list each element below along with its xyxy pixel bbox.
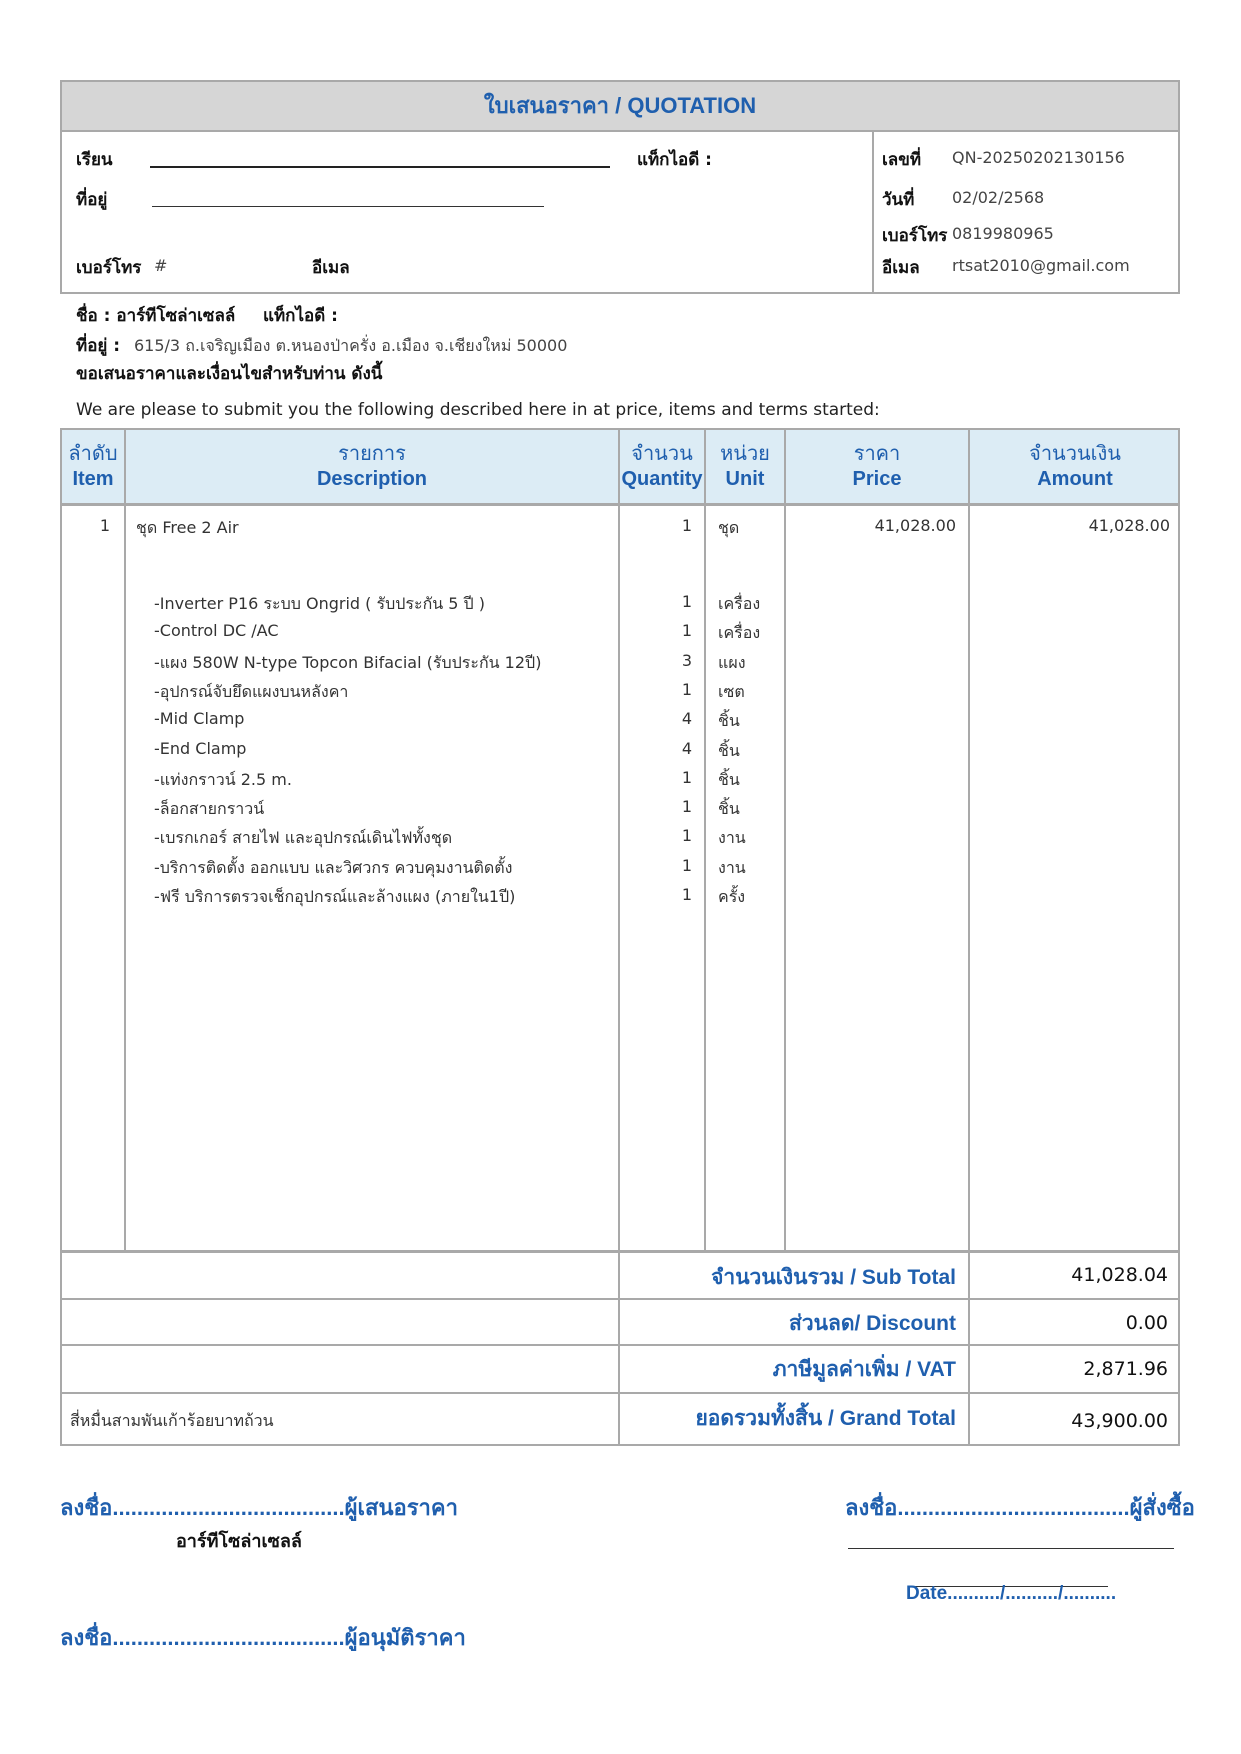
sub-item-description: -Inverter P16 ระบบ Ongrid ( รับประกัน 5 ปี ): [154, 594, 486, 613]
totals-divider: [62, 1392, 1178, 1394]
vat-label: ภาษีมูลค่าเพิ่ม / VAT: [772, 1358, 956, 1381]
item-description: ชุด Free 2 Air: [136, 518, 239, 537]
sub-item-unit: ชิ้น: [718, 711, 740, 730]
date-value: 02/02/2568: [952, 188, 1045, 207]
sub-item-qty: 1: [681, 592, 692, 611]
totals-divider: [62, 1344, 1178, 1346]
customer-phone-label: เบอร์โทร: [76, 258, 142, 278]
quoter-signature-line: ลงชื่อ......................................ผู้เสนอราคา: [60, 1495, 458, 1520]
sub-item-unit: เครื่อง: [718, 623, 761, 642]
th-quantity: จำนวน Quantity: [621, 441, 703, 490]
sub-item-unit: แผง: [718, 653, 746, 672]
sub-item-qty: 1: [681, 797, 692, 816]
sub-item-unit: ชิ้น: [718, 770, 740, 789]
sub-item-qty: 3: [681, 651, 692, 670]
sub-item-unit: ชิ้น: [718, 799, 740, 818]
sub-item-qty: 1: [681, 856, 692, 875]
customer-tax-id-label: แท็กไอดี :: [637, 150, 712, 170]
item-price: 41,028.00: [874, 516, 956, 535]
col-divider: [124, 430, 126, 1252]
seller-phone-value: 0819980965: [952, 224, 1054, 243]
sub-item-unit: งาน: [718, 858, 746, 877]
subtotal-value: 41,028.04: [1071, 1264, 1168, 1286]
sub-item-qty: 4: [681, 739, 692, 758]
sub-item-description: -แท่งกราวน์ 2.5 m.: [154, 770, 292, 789]
discount-value: 0.00: [1125, 1312, 1168, 1334]
col-divider: [784, 430, 786, 1252]
sub-item-unit: งาน: [718, 828, 746, 847]
address-field[interactable]: [152, 206, 544, 207]
sub-item-qty: 1: [681, 768, 692, 787]
col-divider: [618, 430, 620, 1446]
item-unit: ชุด: [718, 518, 740, 537]
seller-tax-id-label: แท็กไอดี :: [263, 306, 338, 326]
th-unit: หน่วย Unit: [720, 441, 770, 490]
subtotal-label: จำนวนเงินรวม / Sub Total: [711, 1266, 956, 1289]
th-item: ลำดับ Item: [68, 441, 118, 490]
buyer-signature-line: ลงชื่อ......................................ผู้สั่งซื้อ: [845, 1495, 1195, 1520]
item-qty: 1: [681, 516, 692, 535]
to-label: เรียน: [76, 150, 113, 170]
sub-item-description: -แผง 580W N-type Topcon Bifacial (รับประกัน 12ปี): [154, 653, 542, 672]
sub-item-qty: 1: [681, 885, 692, 904]
item-no: 1: [99, 516, 110, 535]
buyer-date-line: Date........../........../..........: [906, 1583, 1117, 1604]
col-divider: [968, 430, 970, 1446]
customer-email-label: อีเมล: [312, 258, 350, 278]
offer-text: ขอเสนอราคาและเงื่อนไขสำหรับท่าน ดังนี้: [76, 364, 383, 384]
intro-text: We are please to submit you the following described here in at price, items and terms started:: [76, 400, 880, 420]
sub-item-unit: เซต: [718, 682, 745, 701]
vat-value: 2,871.96: [1083, 1358, 1168, 1380]
discount-label: ส่วนลด/ Discount: [789, 1312, 956, 1335]
date-label: วันที่: [882, 190, 915, 210]
sub-item-qty: 1: [681, 826, 692, 845]
item-amount: 41,028.00: [1088, 516, 1170, 535]
sub-item-description: -ฟรี บริการตรวจเช็กอุปกรณ์และล้างแผง (ภายใน1ปี): [154, 887, 516, 906]
buyer-name-line: [848, 1548, 1174, 1549]
totals-divider: [62, 1298, 1178, 1300]
approver-signature-line: ลงชื่อ......................................ผู้อนุมัติราคา: [60, 1625, 466, 1650]
sub-item-description: -เบรกเกอร์ สายไฟ และอุปกรณ์เดินไฟทั้งชุด: [154, 828, 453, 847]
sub-item-unit: ชิ้น: [718, 741, 740, 760]
quotation-header-box: [60, 80, 1180, 294]
address-label: ที่อยู่: [76, 190, 108, 210]
header-divider: [872, 132, 874, 294]
items-table: [60, 428, 1180, 1446]
sub-item-qty: 4: [681, 709, 692, 728]
seller-email-label: อีเมล: [882, 258, 920, 278]
sub-item-unit: เครื่อง: [718, 594, 761, 613]
seller-phone-label: เบอร์โทร: [882, 226, 948, 246]
sub-item-description: -อุปกรณ์จับยึดแผงบนหลังคา: [154, 682, 349, 701]
sub-item-description: -Mid Clamp: [154, 709, 245, 728]
sub-item-unit: ครั้ง: [718, 887, 746, 906]
sub-item-description: -End Clamp: [154, 739, 247, 758]
seller-name: ชื่อ : อาร์ทีโซล่าเซลล์: [76, 306, 236, 326]
sub-item-description: -ล็อกสายกราวน์: [154, 799, 265, 818]
sub-item-description: -บริการติดตั้ง ออกแบบ และวิศวกร ควบคุมงานติดตั้ง: [154, 858, 513, 877]
doc-no-label: เลขที่: [882, 150, 922, 170]
doc-no-value: QN-20250202130156: [952, 148, 1125, 167]
document-title: ใบเสนอราคา / QUOTATION: [62, 82, 1178, 132]
col-divider: [704, 430, 706, 1252]
grand-total-value: 43,900.00: [1071, 1410, 1168, 1432]
th-price: ราคา Price: [852, 441, 902, 490]
sub-item-qty: 1: [681, 621, 692, 640]
totals-divider: [62, 1250, 1178, 1253]
sub-item-description: -Control DC /AC: [154, 621, 279, 640]
th-amount: จำนวนเงิน Amount: [1029, 441, 1121, 490]
quoter-company-name: อาร์ทีโซล่าเซลล์: [176, 1531, 302, 1552]
th-description: รายการ Description: [316, 441, 428, 490]
customer-phone-value: #: [154, 256, 168, 275]
seller-address: 615/3 ถ.เจริญเมือง ต.หนองป่าครั่ง อ.เมือง จ.เชียงใหม่ 50000: [134, 336, 568, 355]
seller-address-label: ที่อยู่ :: [76, 336, 121, 356]
seller-email-value: rtsat2010@gmail.com: [952, 256, 1130, 275]
grand-total-label: ยอดรวมทั้งสิ้น / Grand Total: [695, 1407, 956, 1430]
to-field[interactable]: [150, 166, 610, 168]
sub-item-qty: 1: [681, 680, 692, 699]
amount-in-words: สี่หมื่นสามพันเก้าร้อยบาทถ้วน: [70, 1411, 274, 1430]
